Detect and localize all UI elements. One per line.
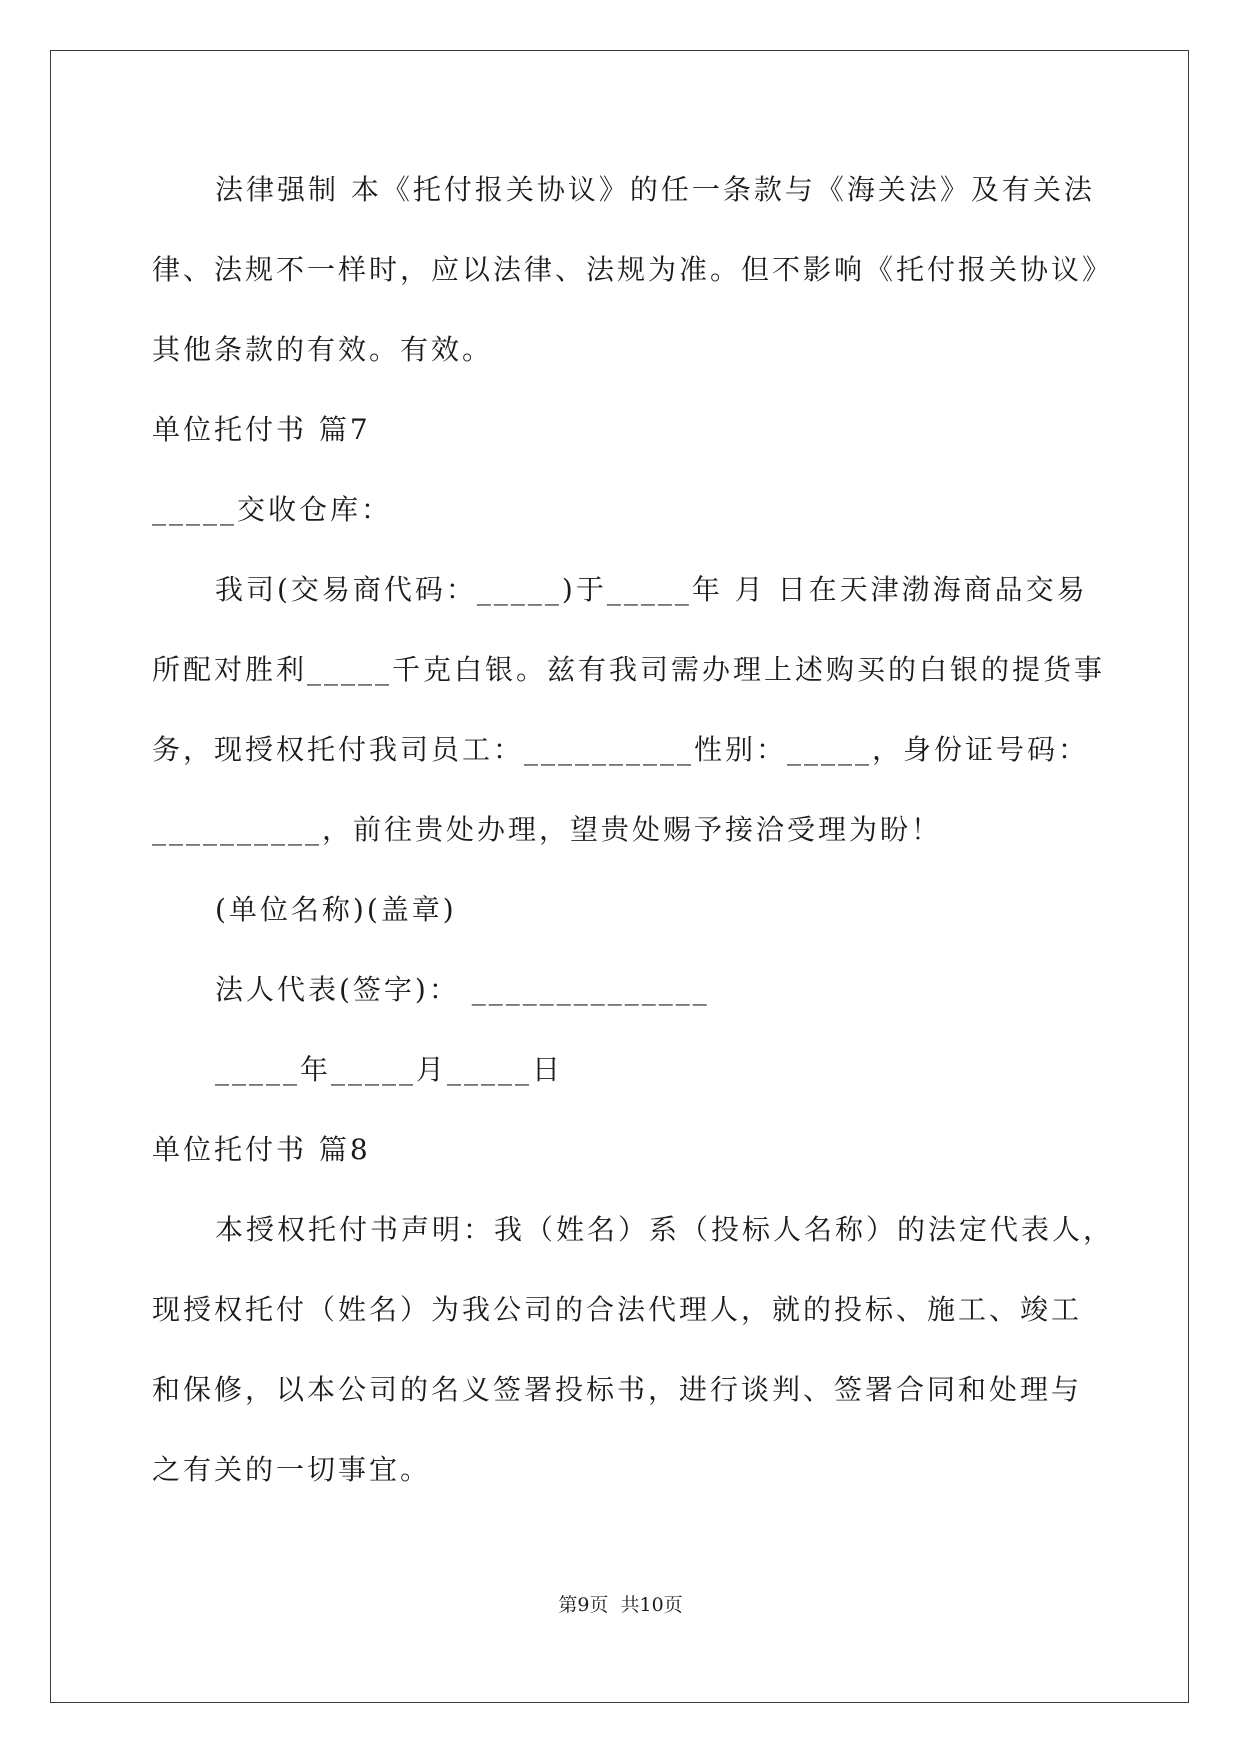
page-number-footer: 第9页 共10页 xyxy=(558,1594,683,1616)
paragraph-line: __________，前往贵处办理，望贵处赐予接洽受理为盼！ xyxy=(152,813,943,846)
section-heading: 单位托付书 篇7 xyxy=(152,413,371,446)
company-name-seal-line: (单位名称)(盖章) xyxy=(215,893,457,926)
paragraph-line: 现授权托付（姓名）为我公司的合法代理人，就的投标、施工、竣工 xyxy=(152,1293,1083,1326)
paragraph-line: 本授权托付书声明：我（姓名）系（投标人名称）的法定代表人， xyxy=(215,1213,1115,1246)
paragraph-line: 之有关的一切事宜。 xyxy=(152,1453,432,1486)
paragraph-line: _____交收仓库： xyxy=(152,493,393,526)
paragraph-line: 其他条款的有效。有效。 xyxy=(152,333,494,366)
paragraph-line: 我司(交易商代码：_____)于_____年 月 日在天津渤海商品交易 xyxy=(215,573,1088,606)
legal-representative-signature-line: 法人代表(签字)： ______________ xyxy=(215,973,710,1006)
paragraph-line: 所配对胜利_____千克白银。兹有我司需办理上述购买的白银的提货事 xyxy=(152,653,1106,686)
paragraph-line: 务，现授权托付我司员工：__________性别：_____，身份证号码： xyxy=(152,733,1090,766)
date-line: _____年_____月_____日 xyxy=(215,1053,564,1086)
paragraph-line: 律、法规不一样时，应以法律、法规为准。但不影响《托付报关协议》 xyxy=(152,253,1114,286)
paragraph-line: 法律强制 本《托付报关协议》的任一条款与《海关法》及有关法 xyxy=(215,173,1095,206)
paragraph-line: 和保修，以本公司的名义签署投标书，进行谈判、签署合同和处理与 xyxy=(152,1373,1083,1406)
section-heading: 单位托付书 篇8 xyxy=(152,1133,371,1166)
